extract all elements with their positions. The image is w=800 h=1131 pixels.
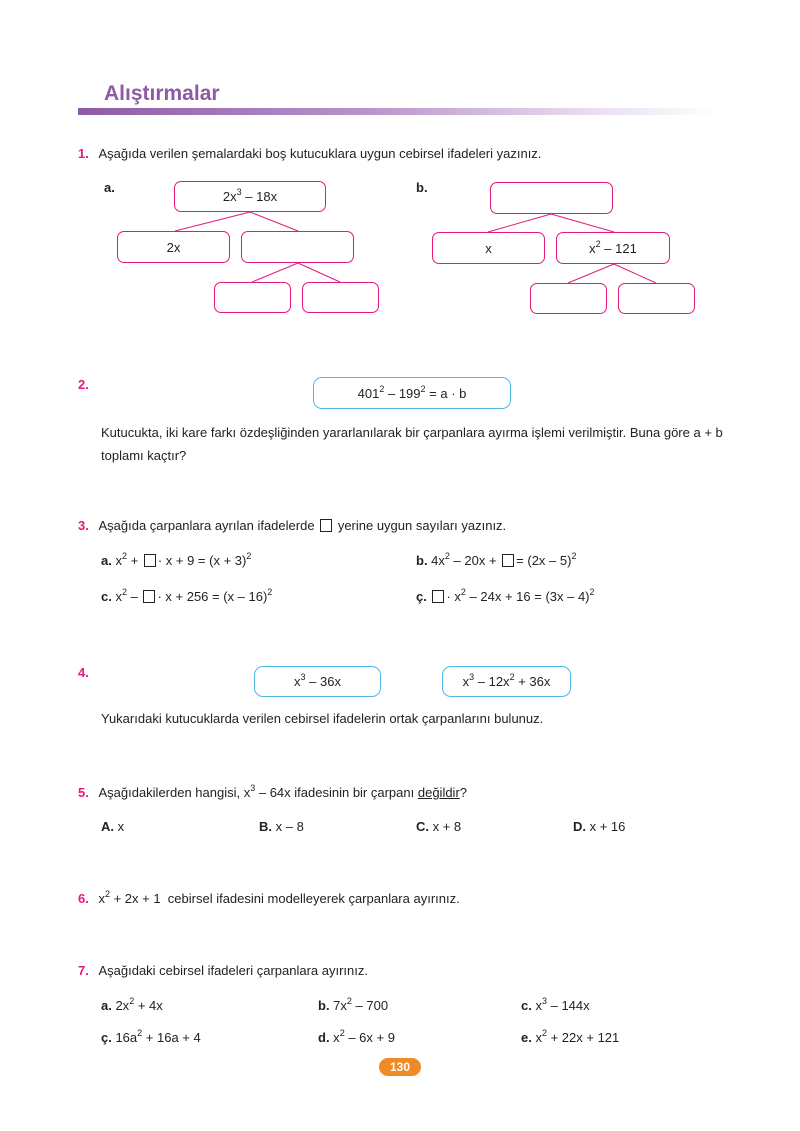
question-text-continued: yerine uygun sayıları yazınız. [337,518,507,533]
q3-item-c: c. $x^2$ – · x + 256 = (x – 16)$^2$ [101,587,273,604]
page-number-badge: 130 [379,1058,421,1076]
tree-b-leaf-right-empty-box[interactable] [618,283,695,314]
question-text: $x^2 + 2x + 1$ cebirsel ifadesini modelleyerek çarpanlara ayırınız. [98,889,460,906]
section-title: Alıştırmalar [104,82,220,105]
tree-b-label: b. [416,180,428,195]
blank-square-icon [320,519,332,532]
question-number: 7. [78,963,89,978]
tree-b-right-expression: $x^2 - 121$ [589,238,637,256]
tree-b-root-empty-box[interactable] [490,182,613,214]
q7-item-e: e. $x^2 + 22x + 121$ [521,1028,620,1045]
q3-item-d: ç. · $x^2 - 24x + 16 = (3x - 4)^2$ [416,587,595,604]
option-a[interactable]: A. x [101,819,125,834]
q7-item-b: b. $7x^2 - 700$ [318,996,389,1013]
tree-a-left-box [117,231,230,263]
tree-a-leaf-left-empty-box[interactable] [214,282,291,313]
question-number: 1. [78,146,89,161]
tree-a-right-empty-box[interactable] [241,231,354,263]
q3-item-b: b. $4x^2 - 20x$ + = (2x – 5)$^2$ [416,551,577,568]
q2-expression-box [313,377,511,409]
q3-item-a: a. $x^2$ + · $x + 9 = (x + 3)^2$ [101,551,252,568]
tree-b-leaf-left-empty-box[interactable] [530,283,607,314]
q4-question-text: Yukarıdaki kutucuklarda verilen cebirsel ifadelerin ortak çarpanlarını bulunuz. [101,711,544,726]
blank-square-icon[interactable] [144,554,156,567]
question-3 [78,518,506,533]
q4-expression-box-1 [254,666,381,697]
option-d[interactable]: D. x + 16 [573,819,626,834]
question-number: 5. [78,785,89,800]
question-number: 6. [78,891,89,906]
question-7 [78,963,368,978]
q2-expression: $401^2 - 199^2 = a \cdot b$ [357,383,467,401]
q7-item-cedilla: ç. $16a^2 + 16a + 4$ [101,1028,201,1045]
question-text: Aşağıda çarpanlara ayrılan ifadelerde [98,518,315,533]
q2-question-text: Kutucukta, iki kare farkı özdeşliğinden yararlanılarak bir çarpanlara ayırma işlemi verilmiştir. Buna göre a + b toplamı kaçtır? [101,425,723,463]
q4-expression-2: $x^3 - 12x^2 + 36x$ [462,672,551,689]
question-6 [78,891,460,906]
tree-b-left-expression: x [485,240,492,256]
tree-a-left-expression: 2x [166,239,181,255]
question-5 [78,785,467,800]
blank-square-icon[interactable] [502,554,514,567]
tree-a-leaf-right-empty-box[interactable] [302,282,379,313]
option-b[interactable]: B. x – 8 [259,819,304,834]
q7-item-a: a. $2x^2 + 4x$ [101,996,163,1013]
question-number: 4. [78,665,89,680]
blank-square-icon[interactable] [432,590,444,603]
question-text: Aşağıdakilerden hangisi, $x^3 - 64x$ ifadesinin bir çarpanı değildir? [98,783,468,800]
question-number: 2. [78,377,89,392]
option-c[interactable]: C. x + 8 [416,819,462,834]
tree-a-root-box [174,181,326,212]
tree-b-left-box [432,232,545,264]
question-number: 3. [78,518,89,533]
question-text: Aşağıdaki cebirsel ifadeleri çarpanlara ayırınız. [98,963,368,978]
q7-item-d: d. $x^2 - 6x + 9$ [318,1028,395,1045]
tree-a-label: a. [104,180,115,195]
tree-b-right-box [556,232,670,264]
question-text: Aşağıda verilen şemalardaki boş kutucuklara uygun cebirsel ifadeleri yazınız. [98,146,542,161]
q7-item-c: c. $x^3 - 144x$ [521,996,590,1013]
blank-square-icon[interactable] [143,590,155,603]
q4-expression-box-2 [442,666,571,697]
q4-expression-1: $x^3 - 36x$ [294,672,341,689]
tree-a-root-expression: $2x^3 - 18x$ [222,187,278,204]
